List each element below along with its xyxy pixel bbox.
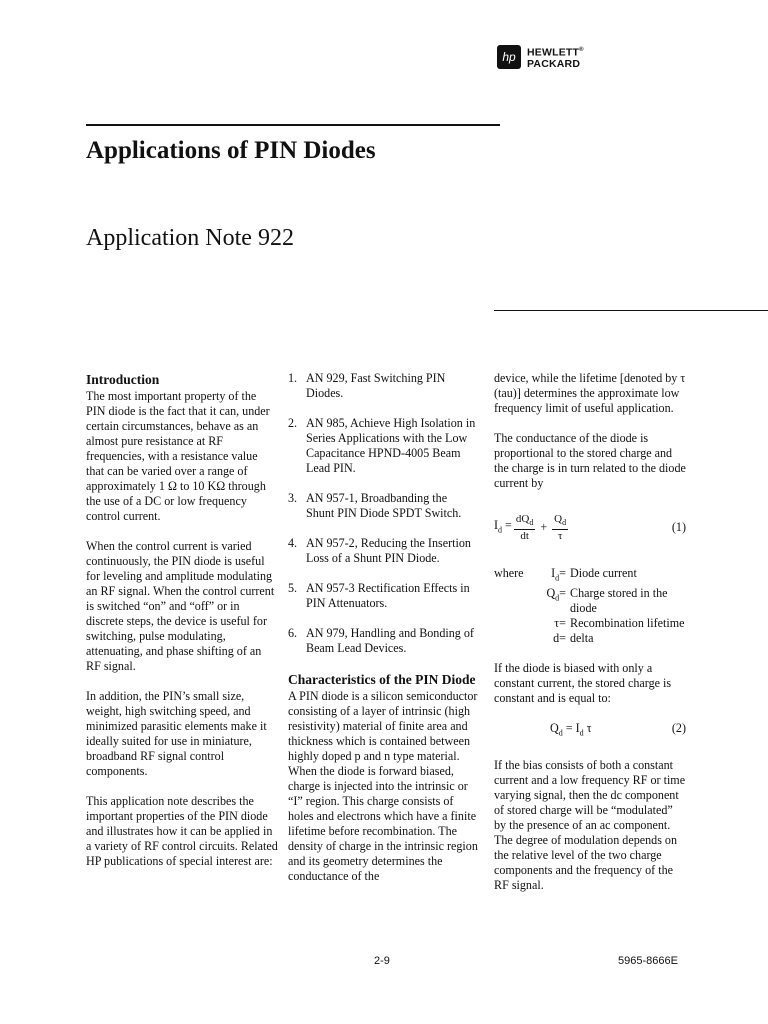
col3-paragraph-2: The conductance of the diode is proportional to the stored charge and the charge is in turn related to the diode current by (494, 431, 686, 490)
brand-line-1: HEWLETT (527, 46, 580, 59)
definition-row: d= delta (553, 630, 594, 645)
list-item-text: AN 985, Achieve High Isolation in Series Applications with the Low Capacitance HPND-4005 Beam Lead PIN. (306, 416, 476, 475)
brand-name (527, 45, 584, 70)
list-item-number: 2. (288, 416, 298, 430)
list-item-number: 1. (288, 371, 298, 385)
brand-line-2: PACKARD (527, 57, 581, 70)
definition-row: $Q_d=$ Charge stored in the diode (546, 585, 668, 615)
hp-logo-mark-icon: hp (497, 45, 521, 69)
intro-paragraph-4: This application note describes the important properties of the PIN diode and illustrates how it can be applied in a variety of RF control circuits. Related HP publications of special interest are: (86, 794, 278, 868)
list-item (288, 416, 478, 476)
page-title: Applications of PIN Diodes (86, 137, 376, 164)
list-item-number: 5. (288, 581, 298, 595)
list-item-text: AN 979, Handling and Bonding of Beam Lead Devices. (306, 626, 474, 655)
definitions (494, 566, 686, 645)
list-item-text: AN 957-1, Broadbanding the Shunt PIN Diode SPDT Switch. (306, 491, 462, 520)
equation-1-body (494, 513, 568, 542)
page-number: 2-9 (374, 955, 390, 967)
list-item (288, 536, 478, 566)
equation-1 (494, 513, 686, 542)
definition-row: τ= Recombination lifetime (554, 615, 685, 630)
intro-paragraph-3: In addition, the PIN’s small size, weight, high switching speed, and minimized parasitic elements make it ideally suited for use in miniature, broadband RF signal control components. (86, 689, 267, 778)
list-item-text: AN 957-2, Reducing the Insertion Loss of a Shunt PIN Diode. (306, 536, 471, 565)
col3-paragraph-1: device, while the lifetime [denoted by τ (tau)] determines the approximate low frequency limit of useful application. (494, 371, 686, 415)
characteristics-paragraph-1: A PIN diode is a silicon semiconductor consisting of a layer of intrinsic (high resistivity) material of finite area and thickness which is contained between highly doped p and n type material. When the diode is forward biased, charge is injected into the intrinsic or “I” region. This charge consists of holes and electrons which have a finite lifetime before recombination. The density of charge in the intrinsic region and its geometry determines the conductance of the (288, 689, 478, 883)
list-item-number: 4. (288, 536, 298, 550)
list-item-text: AN 929, Fast Switching PIN Diodes. (306, 371, 446, 400)
intro-heading: Introduction (86, 372, 160, 387)
where-label: where (494, 566, 524, 581)
list-item-number: 6. (288, 626, 298, 640)
eq2-body: $Q_d = I_d$ τ (550, 720, 592, 737)
eq1-fraction-1: $\frac{dQ_d}{dt}$ (515, 513, 534, 543)
document-code: 5965-8666E (618, 955, 678, 967)
characteristics-heading: Characteristics of the PIN Diode (288, 672, 476, 687)
intro-paragraph-2: When the control current is varied continuously, the PIN diode is useful for leveling and amplitude modulating an RF signal. When the control current is switched “on” and “off” or in discrete steps, the device is useful for switching, pulse modulating, attenuating, and phase shifting of an RF signal. (86, 539, 275, 673)
eq1-fraction-2: $\frac{Q_d}{\tau}$ (554, 513, 567, 543)
column-3 (494, 371, 686, 908)
related-publications-list (288, 371, 478, 656)
page-subtitle: Application Note 922 (86, 225, 294, 251)
list-item-text: AN 957-3 Rectification Effects in PIN Attenuators. (306, 581, 470, 610)
hp-logo (497, 45, 584, 70)
right-rule (494, 310, 768, 311)
intro-paragraph-1: The most important property of the PIN diode is the fact that it can, under certain circumstances, behave as an almost pure resistance at RF frequencies, with a resistance value that can be varied over a range of approximately 1 Ω to 10 KΩ through the use of a DC or low frequency control current. (86, 389, 270, 523)
column-2 (288, 371, 478, 899)
eq1-label: (1) (671, 520, 686, 535)
list-item (288, 371, 478, 401)
list-item (288, 581, 478, 611)
col3-paragraph-4: If the bias consists of both a constant current and a low frequency RF or time varying signal, then the dc component of stored charge will be “modulated” by the presence of an ac component. The degree of modulation depends on the relative level of the two charge components and the frequency of the RF signal. (494, 758, 686, 892)
brand-reg: ® (579, 47, 584, 53)
list-item-number: 3. (288, 491, 298, 505)
list-item (288, 491, 478, 521)
title-rule (86, 124, 500, 126)
equation-2 (494, 721, 686, 740)
eq1-plus: + (540, 520, 548, 535)
col3-paragraph-3: If the diode is biased with only a constant current, the stored charge is constant and is equal to: (494, 660, 672, 705)
eq1-lhs: $I_d$ = (494, 517, 512, 535)
eq2-label: (2) (671, 720, 686, 735)
definitions-table (532, 566, 686, 645)
column-1 (86, 371, 278, 884)
definition-row: $I_d=$ Diode current (551, 566, 637, 583)
list-item (288, 626, 478, 656)
